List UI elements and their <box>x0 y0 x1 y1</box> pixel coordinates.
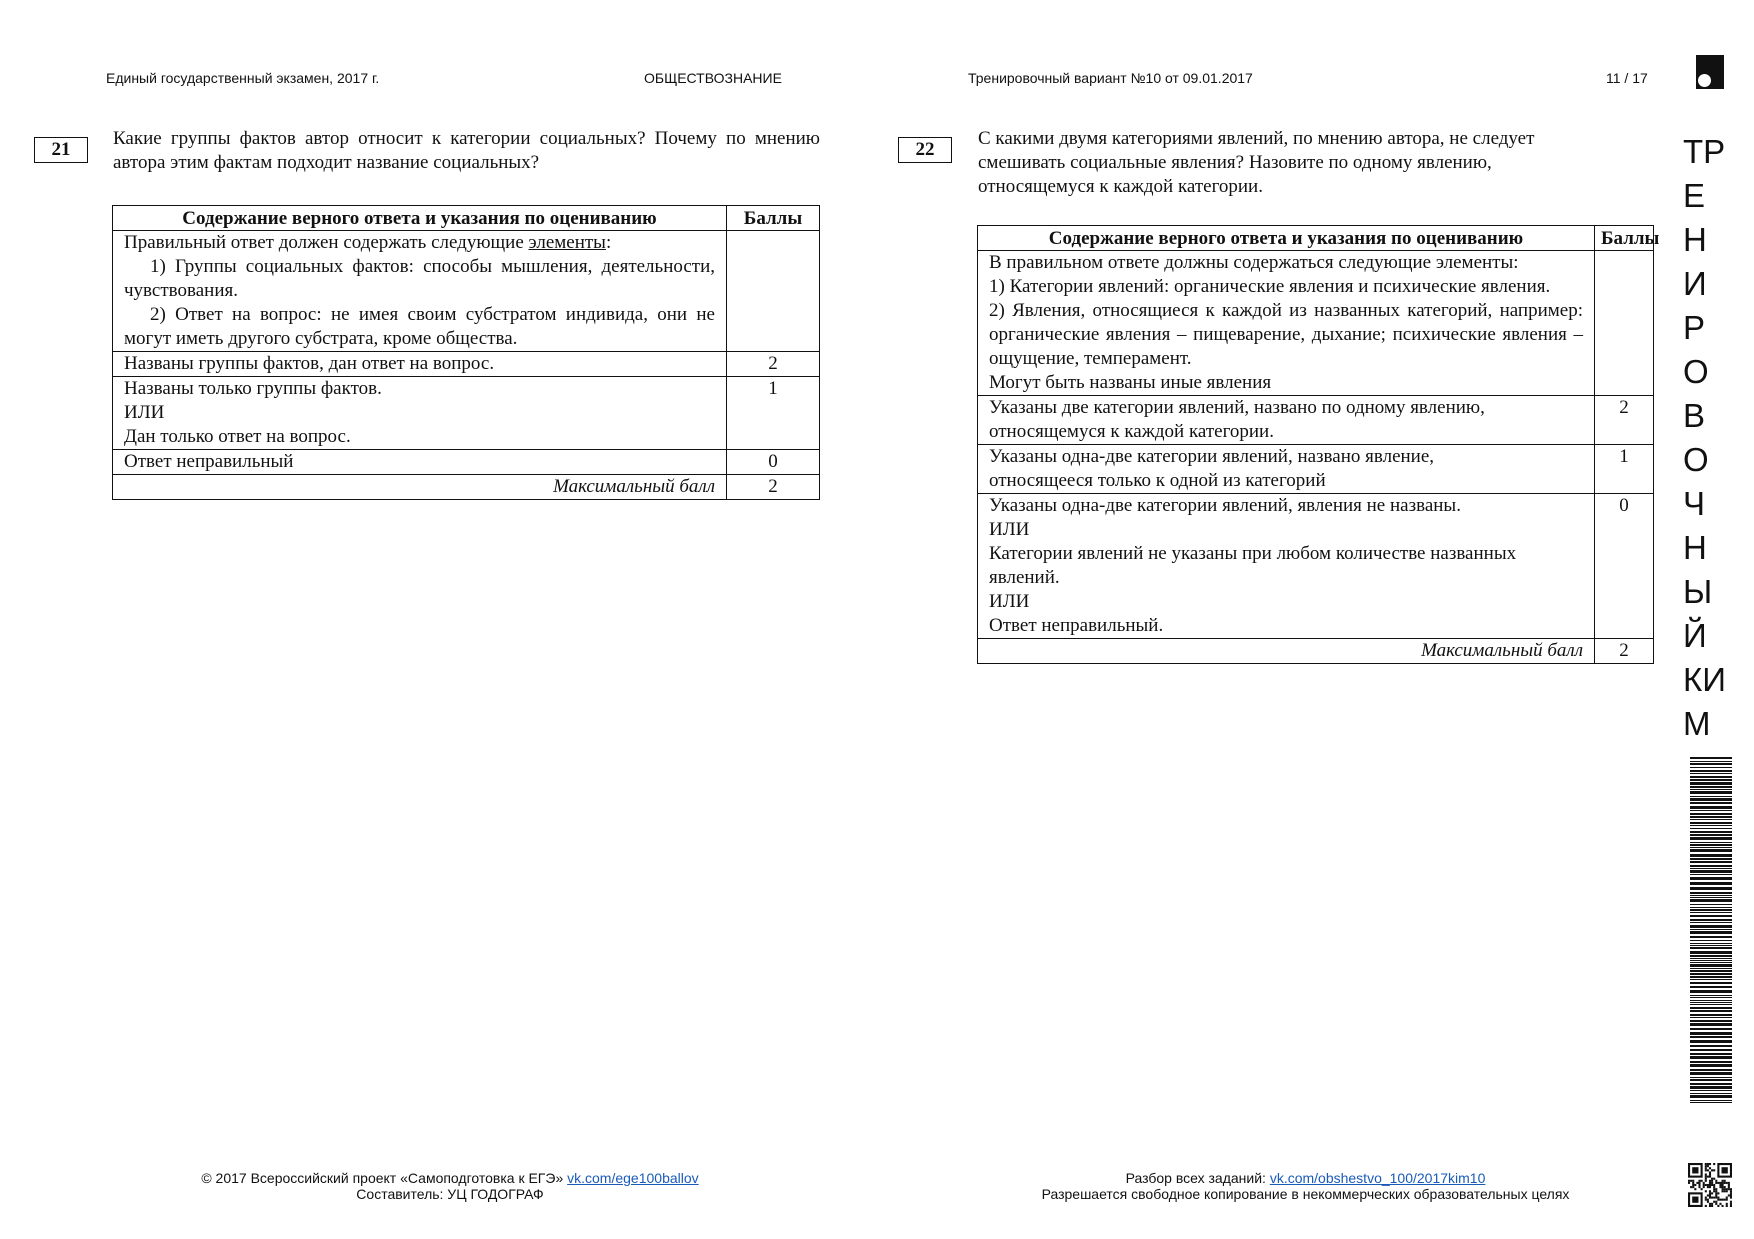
task-21-req-intro-after: : <box>605 232 612 253</box>
side-letter: Ч <box>1683 485 1705 522</box>
task-22-row-2-points: 2 <box>1595 396 1654 445</box>
footer-left-link[interactable]: vk.com/ege100ballov <box>567 1170 699 1186</box>
barcode-icon <box>1690 757 1732 1105</box>
task-22-row-0 <box>978 494 1654 639</box>
task-21-requirements-points <box>727 231 820 352</box>
task-21-max-label: Максимальный балл <box>113 475 727 500</box>
task-22-row-0-line-2: Категории явлений не указаны при любом количестве названных явлений. <box>989 543 1517 588</box>
task-21-requirements-row <box>113 231 820 352</box>
side-letter: Й <box>1683 617 1707 654</box>
header-exam-title: Единый государственный экзамен, 2017 г. <box>106 70 380 86</box>
task-22-row-2-line-1: Указаны две категории явлений, названо по одному явлению, <box>989 397 1485 418</box>
task-22-criteria-table <box>977 225 1660 664</box>
task-22-question <box>978 127 1618 199</box>
side-letter: Н <box>1683 529 1707 566</box>
task-22-question-line-1: С какими двумя категориями явлений, по мнению автора, не следует <box>978 128 1535 149</box>
task-22-req-item-2: 2) Явления, относящиеся к каждой из названных категорий, например: органические явления – пищеварение, дыхание; психические явления – ощущение, темперамент. <box>989 300 1583 369</box>
side-letter: Р <box>1683 309 1706 346</box>
task-21-row-2 <box>113 352 820 377</box>
task-22-requirements-points <box>1595 251 1654 396</box>
task-22-row-1-line-2: относящееся только к одной из категорий <box>989 470 1326 491</box>
side-letter: О <box>1683 441 1709 478</box>
footer-right <box>1022 1170 1589 1202</box>
task-21-row-0 <box>113 450 820 475</box>
task-22-max-points: 2 <box>1595 639 1654 664</box>
task-21-col-content: Содержание верного ответа и указания по оцениванию <box>113 206 727 231</box>
task-21-row-1-or: ИЛИ <box>124 402 165 423</box>
task-22-row-1-points: 1 <box>1595 445 1654 494</box>
task-21-row-1-line-2: Дан только ответ на вопрос. <box>124 426 351 447</box>
task-22-row-2-line-2: относящемуся к каждой категории. <box>989 421 1274 442</box>
task-22-header-row <box>978 226 1654 251</box>
task-21-row-0-text: Ответ неправильный <box>113 450 727 475</box>
task-21-number: 21 <box>34 137 88 163</box>
header-subject: ОБЩЕСТВОЗНАНИЕ <box>644 70 782 86</box>
task-21-row-1 <box>113 377 820 450</box>
task-22-row-0-or-1: ИЛИ <box>989 519 1030 540</box>
corner-registration-mark-icon <box>1696 55 1724 89</box>
task-21-row-1-line-1: Названы только группы фактов. <box>124 378 382 399</box>
task-22-row-1 <box>978 445 1654 494</box>
side-letter: В <box>1683 397 1706 434</box>
task-21-row-2-text: Названы группы фактов, дан ответ на вопрос. <box>113 352 727 377</box>
task-21-criteria-table <box>112 205 820 500</box>
task-21-req-intro <box>124 231 715 255</box>
task-22-requirements-row <box>978 251 1654 396</box>
header-page-number: 11 / 17 <box>1606 70 1648 86</box>
task-22-max-row <box>978 639 1654 664</box>
task-21-max-row <box>113 475 820 500</box>
task-21-row-0-points: 0 <box>727 450 820 475</box>
header-variant: Тренировочный вариант №10 от 09.01.2017 <box>968 70 1253 86</box>
task-21-row-2-points: 2 <box>727 352 820 377</box>
side-letter: Н <box>1683 221 1707 258</box>
task-22-max-label: Максимальный балл <box>978 639 1595 664</box>
footer-copyright-line <box>187 1170 713 1186</box>
task-22-row-1-text <box>978 445 1595 494</box>
task-22-question-line-3: относящемуся к каждой категории. <box>978 176 1263 197</box>
task-21-req-intro-before: Правильный ответ должен содержать следующие <box>124 232 529 253</box>
task-21-question: Какие группы фактов автор относит к категории социальных? Почему по мнению автора этим фактам подходит название социальных? <box>113 128 820 173</box>
footer-copyright: © 2017 Всероссийский проект «Самоподготовка к ЕГЭ» <box>201 1170 568 1186</box>
task-21-req-item-2: 2) Ответ на вопрос: не имея своим субстратом индивида, они не могут иметь другого субстрата, кроме общества. <box>124 304 715 349</box>
footer-author: Составитель: УЦ ГОДОГРАФ <box>356 1186 544 1202</box>
task-21-row-1-points: 1 <box>727 377 820 450</box>
task-22-row-2-text <box>978 396 1595 445</box>
side-letter: Е <box>1683 177 1706 214</box>
task-22-row-0-line-1: Указаны одна-две категории явлений, явления не названы. <box>989 495 1461 516</box>
side-letter: О <box>1683 353 1709 390</box>
side-letter: И <box>1683 265 1707 302</box>
task-21-col-points: Баллы <box>727 206 820 231</box>
qr-code-icon <box>1688 1163 1732 1207</box>
side-letter: Ы <box>1683 573 1713 610</box>
task-21-req-item-1: 1) Группы социальных фактов: способы мышления, деятельности, чувствования. <box>124 256 715 301</box>
task-22-row-0-line-3: Ответ неправильный. <box>989 615 1164 636</box>
task-22-req-item-1: 1) Категории явлений: органические явления и психические явления. <box>989 276 1551 297</box>
footer-left <box>187 1170 713 1202</box>
side-vertical-label <box>1683 130 1739 746</box>
task-22-number: 22 <box>898 137 952 163</box>
footer-analysis-line <box>1022 1170 1589 1186</box>
task-22-col-content: Содержание верного ответа и указания по оцениванию <box>978 226 1595 251</box>
task-22-row-0-or-2: ИЛИ <box>989 591 1030 612</box>
task-22-question-line-2: смешивать социальные явления? Назовите по одному явлению, <box>978 152 1492 173</box>
footer-license: Разрешается свободное копирование в некоммерческих образовательных целях <box>1041 1186 1570 1202</box>
task-22-col-points: Баллы <box>1595 226 1654 251</box>
task-21-header-row <box>113 206 820 231</box>
side-letter: М <box>1683 705 1711 742</box>
task-22-requirements-cell <box>978 251 1595 396</box>
task-21-max-points: 2 <box>727 475 820 500</box>
task-22-row-1-line-1: Указаны одна-две категории явлений, названо явление, <box>989 446 1435 467</box>
side-letter: ТР <box>1683 133 1726 170</box>
task-22-req-intro: В правильном ответе должны содержаться следующие элементы: <box>989 252 1519 273</box>
footer-right-link[interactable]: vk.com/obshestvo_100/2017kim10 <box>1269 1170 1486 1186</box>
task-21-row-1-text <box>113 377 727 450</box>
task-22-row-0-text <box>978 494 1595 639</box>
task-22-row-2 <box>978 396 1654 445</box>
task-21-req-intro-underlined: элементы <box>528 232 606 253</box>
side-letter: КИ <box>1683 661 1726 698</box>
task-22-row-0-points: 0 <box>1595 494 1654 639</box>
footer-analysis-prefix: Разбор всех заданий: <box>1125 1170 1270 1186</box>
task-22-req-note: Могут быть названы иные явления <box>989 372 1272 393</box>
task-21-requirements-cell <box>113 231 727 352</box>
